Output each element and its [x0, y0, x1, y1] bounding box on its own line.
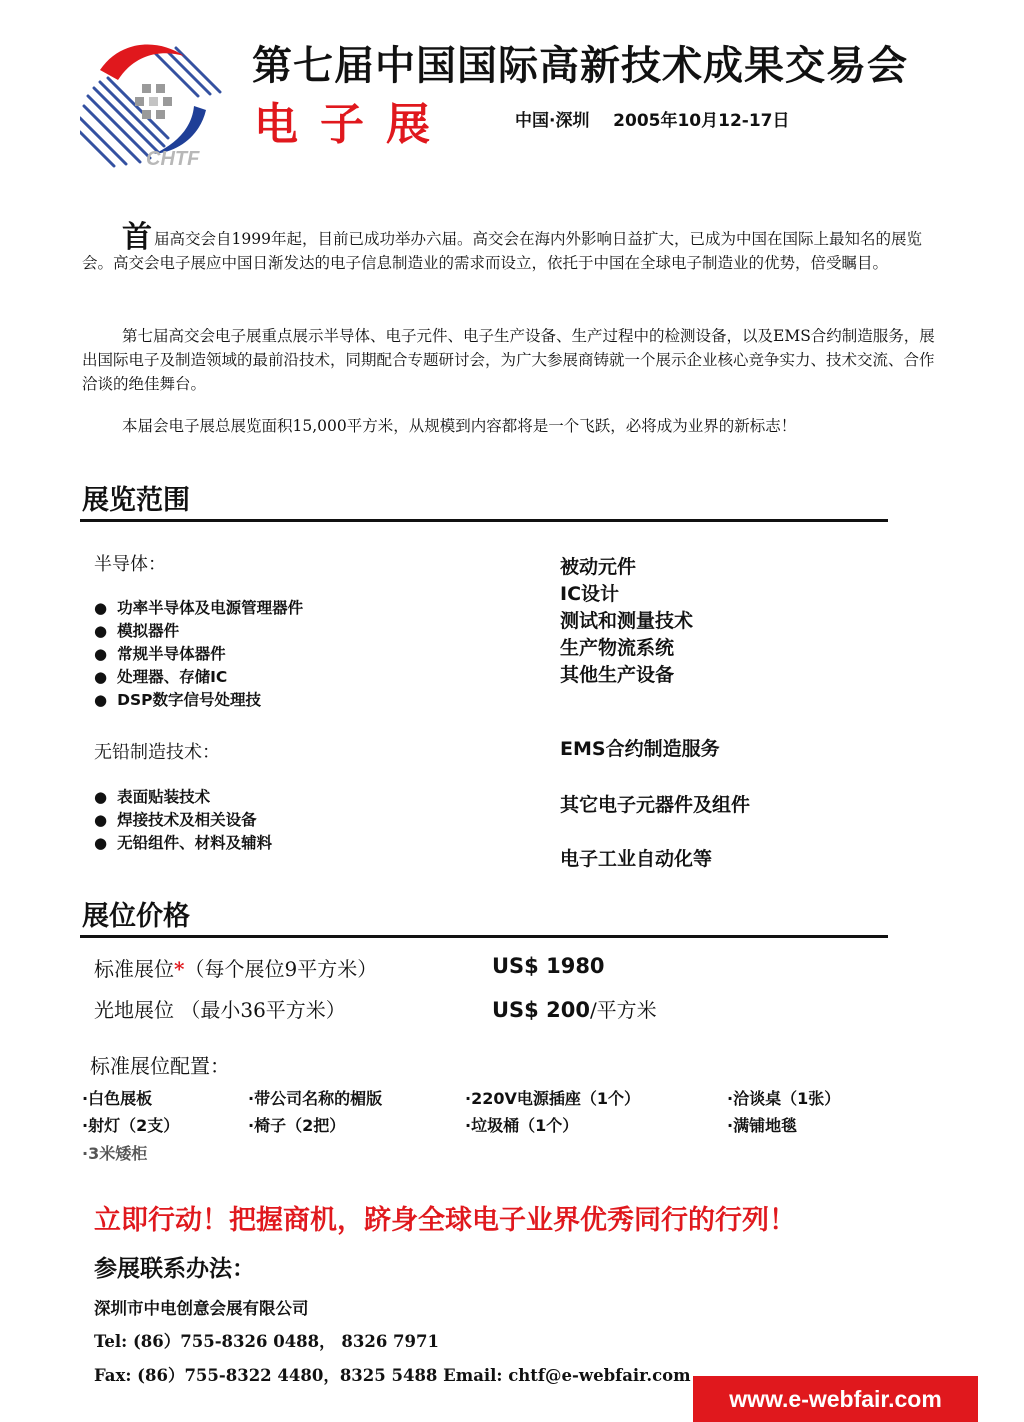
list-item: ● 无铅组件、材料及辅料	[94, 832, 272, 855]
event-venue-date	[515, 106, 790, 131]
config-item: · 射灯（2支）	[82, 1113, 179, 1136]
config-item: · 满铺地毯	[727, 1113, 797, 1136]
config-item: · 3米矮柜	[82, 1141, 147, 1164]
list-item: ● 模拟器件	[94, 620, 303, 643]
contact-heading: 参展联系办法：	[94, 1256, 255, 1282]
list-item: ● 常规半导体器件	[94, 643, 303, 666]
config-item: · 220V电源插座（1个）	[465, 1086, 640, 1109]
intro-paragraph-2: 第七届高交会电子展重点展示半导体、电子元件、电子生产设备、生产过程中的检测设备，以及EMS合约制造服务，展出国际电子及制造领域的最前沿技术，同期配合专题研讨会，为广大参展商铸就一个展示企业核心竞争实力、技术交流、合作洽谈的绝佳舞台。	[82, 327, 935, 393]
intro-paragraph-1	[82, 220, 938, 275]
leadfree-list	[94, 786, 272, 855]
list-item: IC设计	[560, 583, 620, 605]
venue-date: 2005年10月12-17日	[613, 111, 790, 131]
asterisk-mark: *	[174, 957, 185, 981]
website-link[interactable]: www.e-webfair.com	[693, 1376, 978, 1422]
event-title: 第七届中国国际高新技术成果交易会	[252, 43, 908, 89]
raw-space-price: US$ 200	[492, 998, 590, 1022]
standard-booth-label: 标准展位	[94, 957, 174, 981]
standard-booth-price: US$ 1980	[492, 954, 605, 978]
raw-space-label: 光地展位 （最小36平方米）	[94, 998, 346, 1022]
list-item: ● 功率半导体及电源管理器件	[94, 597, 303, 620]
pricing-divider	[80, 935, 888, 938]
semiconductor-list	[94, 597, 303, 712]
list-item: ● DSP数字信号处理技	[94, 689, 303, 712]
intro-paragraph-3: 本届会电子展总展览面积15,000平方米，从规模到内容都将是一个飞跃，必将成为业界的新标志！	[122, 417, 797, 435]
contact-fax-email: Fax: (86）755-8322 4480，8325 5488 Email: chtf@e-webfair.com	[94, 1366, 691, 1385]
standard-booth-note: （每个展位9平方米）	[184, 957, 378, 981]
automation-item: 电子工业自动化等	[560, 848, 713, 870]
logo-text: CHTF	[146, 148, 200, 170]
config-item: · 洽谈桌（1张）	[727, 1086, 840, 1109]
call-to-action: 立即行动！把握商机，跻身全球电子业界优秀同行的行列！	[94, 1205, 796, 1236]
intro-paragraph-1-text: 届高交会自1999年起，目前已成功举办六届。高交会在海内外影响日益扩大，已成为中国在国际上最知名的展览会。高交会电子展应中国日渐发达的电子信息制造业的需求而设立，依托于中国在全球电子制造业的优势，倍受瞩目。	[82, 230, 922, 272]
list-item: ● 处理器、存储IC	[94, 666, 303, 689]
list-item: 生产物流系统	[560, 637, 675, 659]
list-item: 其他生产设备	[560, 664, 675, 686]
config-item: · 白色展板	[82, 1086, 152, 1109]
drop-char: 首	[122, 220, 152, 255]
config-label: 标准展位配置：	[90, 1054, 230, 1078]
list-item: 测试和测量技术	[560, 610, 694, 632]
config-item: · 带公司名称的楣版	[248, 1086, 382, 1109]
list-item: 被动元件	[560, 556, 637, 578]
semiconductor-label: 半导体：	[94, 554, 166, 575]
event-subtitle: 电子展	[254, 99, 452, 150]
scope-right-list	[560, 554, 693, 689]
pricing-heading: 展位价格	[82, 901, 190, 932]
company-name: 深圳市中电创意会展有限公司	[94, 1299, 309, 1318]
scope-heading: 展览范围	[82, 485, 190, 516]
contact-tel: Tel: (86）755-8326 0488， 8326 7971	[94, 1332, 439, 1351]
venue-location: 中国·深圳	[515, 111, 590, 131]
list-item: ● 表面贴装技术	[94, 786, 272, 809]
chtf-logo	[80, 36, 230, 176]
config-item: · 垃圾桶（1个）	[465, 1113, 578, 1136]
ems-item: EMS合约制造服务	[560, 738, 720, 760]
raw-space-unit: /平方米	[589, 998, 657, 1022]
raw-space-price-row	[492, 994, 657, 1023]
other-components-item: 其它电子元器件及组件	[560, 794, 751, 816]
leadfree-label: 无铅制造技术：	[94, 742, 220, 763]
standard-booth-row	[94, 953, 377, 982]
scope-divider	[80, 519, 888, 522]
list-item: ● 焊接技术及相关设备	[94, 809, 272, 832]
config-item: · 椅子（2把）	[248, 1113, 345, 1136]
